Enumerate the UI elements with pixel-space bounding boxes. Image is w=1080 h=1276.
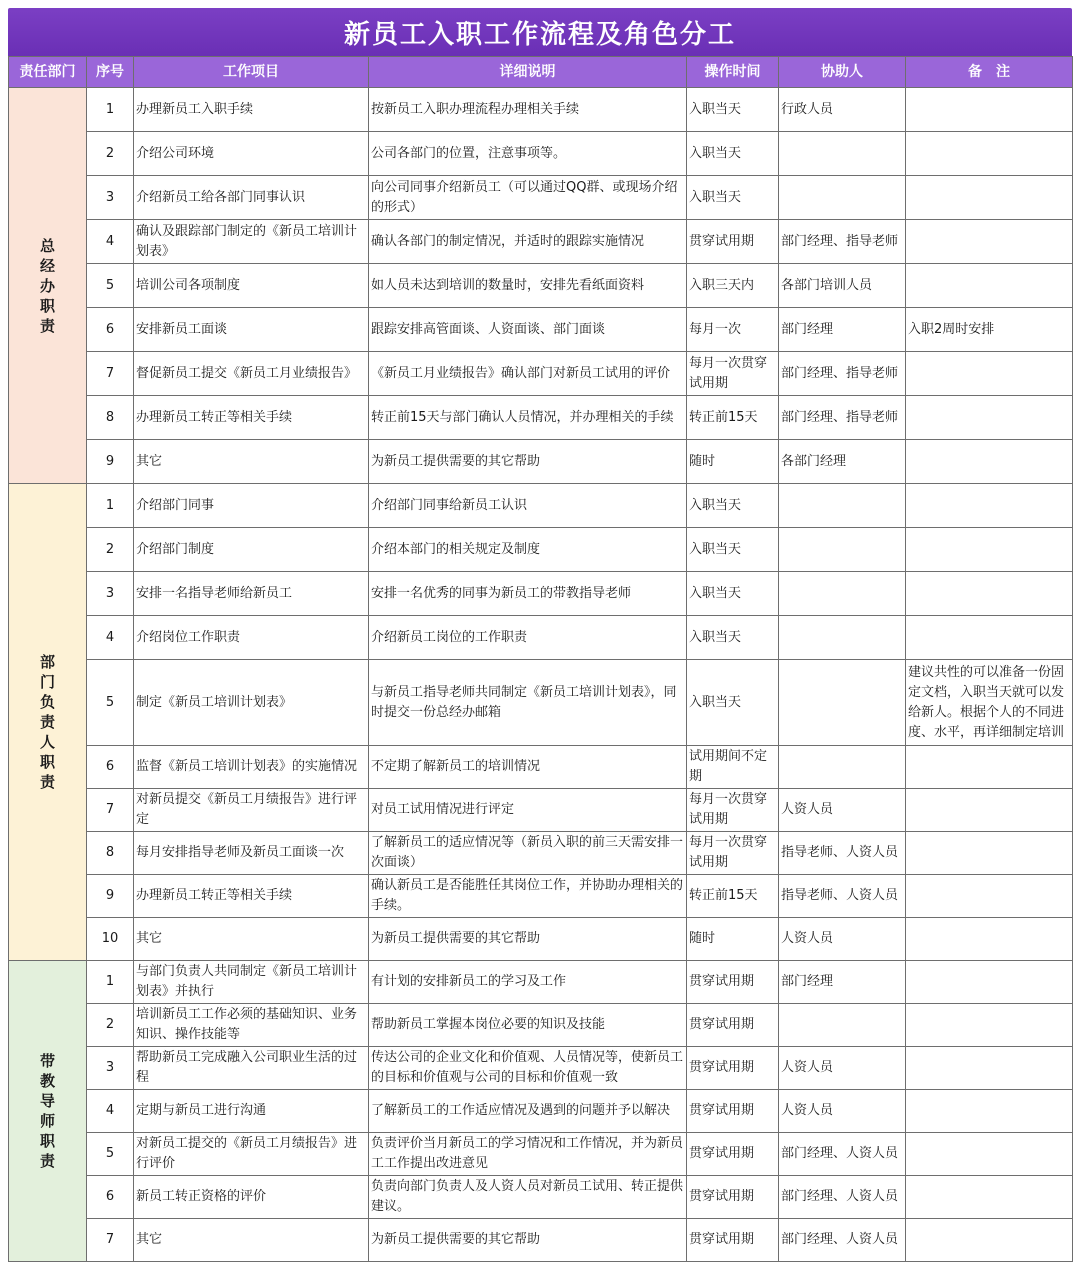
page-title: 新员工入职工作流程及角色分工 [8,8,1072,56]
row-note [906,1133,1073,1176]
row-note [906,220,1073,264]
row-detail: 为新员工提供需要的其它帮助 [369,1219,687,1262]
row-item: 介绍岗位工作职责 [134,616,369,660]
row-number: 5 [87,1133,134,1176]
row-time: 入职三天内 [687,264,779,308]
row-number: 9 [87,875,134,918]
row-number: 6 [87,1176,134,1219]
row-item: 监督《新员工培训计划表》的实施情况 [134,746,369,789]
row-number: 7 [87,789,134,832]
row-number: 9 [87,440,134,484]
row-helper [779,660,906,746]
row-note [906,1176,1073,1219]
row-time: 随时 [687,440,779,484]
row-helper [779,1004,906,1047]
row-time: 转正前15天 [687,396,779,440]
row-number: 2 [87,1004,134,1047]
row-note [906,396,1073,440]
row-detail: 转正前15天与部门确认人员情况，并办理相关的手续 [369,396,687,440]
row-note [906,1219,1073,1262]
table-row [9,1047,1073,1090]
row-time: 贯穿试用期 [687,1219,779,1262]
row-number: 2 [87,528,134,572]
row-item: 定期与新员工进行沟通 [134,1090,369,1133]
row-item: 介绍新员工给各部门同事认识 [134,176,369,220]
row-helper [779,176,906,220]
row-note [906,132,1073,176]
row-number: 5 [87,264,134,308]
row-number: 1 [87,961,134,1004]
row-helper: 各部门培训人员 [779,264,906,308]
row-detail: 传达公司的企业文化和价值观、人员情况等，使新员工的目标和价值观与公司的目标和价值观一致 [369,1047,687,1090]
row-item: 培训公司各项制度 [134,264,369,308]
row-number: 4 [87,220,134,264]
row-note [906,746,1073,789]
row-note [906,616,1073,660]
row-time: 贯穿试用期 [687,1133,779,1176]
row-number: 3 [87,176,134,220]
row-detail: 与新员工指导老师共同制定《新员工培训计划表》，同时提交一份总经办邮箱 [369,660,687,746]
row-item: 介绍部门同事 [134,484,369,528]
workflow-table [8,56,1073,1262]
header-detail: 详细说明 [369,57,687,88]
table-row [9,746,1073,789]
table-row [9,616,1073,660]
row-note [906,832,1073,875]
table-row [9,88,1073,132]
row-detail: 负责评价当月新员工的学习情况和工作情况，并为新员工工作提出改进意见 [369,1133,687,1176]
header-dept: 责任部门 [9,57,87,88]
table-row [9,352,1073,396]
row-item: 介绍公司环境 [134,132,369,176]
row-note [906,264,1073,308]
header-time: 操作时间 [687,57,779,88]
row-helper [779,528,906,572]
row-number: 8 [87,832,134,875]
table-row [9,440,1073,484]
row-note: 入职2周时安排 [906,308,1073,352]
header-note: 备 注 [906,57,1073,88]
header-item: 工作项目 [134,57,369,88]
row-note [906,528,1073,572]
table-row [9,1133,1073,1176]
row-item: 介绍部门制度 [134,528,369,572]
table-row [9,918,1073,961]
row-note [906,440,1073,484]
row-number: 7 [87,1219,134,1262]
row-item: 办理新员工转正等相关手续 [134,875,369,918]
row-number: 1 [87,88,134,132]
table-row [9,176,1073,220]
table-row [9,484,1073,528]
row-time: 入职当天 [687,616,779,660]
table-row [9,1219,1073,1262]
table-row [9,789,1073,832]
row-detail: 了解新员工的适应情况等（新员入职的前三天需安排一次面谈） [369,832,687,875]
table-row [9,220,1073,264]
row-detail: 介绍本部门的相关规定及制度 [369,528,687,572]
row-detail: 不定期了解新员工的培训情况 [369,746,687,789]
header-helper: 协助人 [779,57,906,88]
row-helper: 部门经理 [779,308,906,352]
workflow-sheet [8,8,1072,1262]
row-item: 安排新员工面谈 [134,308,369,352]
row-time: 转正前15天 [687,875,779,918]
section-dept-label: 带教导师职责 [39,1052,55,1170]
row-time: 贯穿试用期 [687,961,779,1004]
row-time: 贯穿试用期 [687,1047,779,1090]
row-item: 安排一名指导老师给新员工 [134,572,369,616]
table-row [9,660,1073,746]
section-dept-cell [9,88,87,484]
row-detail: 公司各部门的位置，注意事项等。 [369,132,687,176]
section-dept-cell [9,484,87,961]
row-detail: 介绍新员工岗位的工作职责 [369,616,687,660]
row-time: 入职当天 [687,132,779,176]
row-number: 1 [87,484,134,528]
row-detail: 介绍部门同事给新员工认识 [369,484,687,528]
row-time: 贯穿试用期 [687,1090,779,1133]
row-item: 办理新员工转正等相关手续 [134,396,369,440]
row-note [906,352,1073,396]
row-time: 入职当天 [687,176,779,220]
row-helper: 部门经理、人资人员 [779,1133,906,1176]
row-note [906,1090,1073,1133]
row-number: 7 [87,352,134,396]
row-number: 4 [87,1090,134,1133]
row-note [906,789,1073,832]
row-time: 随时 [687,918,779,961]
row-item: 对新员工提交的《新员工月绩报告》进行评价 [134,1133,369,1176]
row-detail: 如人员未达到培训的数量时，安排先看纸面资料 [369,264,687,308]
table-header-row [9,57,1073,88]
row-time: 贯穿试用期 [687,1004,779,1047]
table-row [9,572,1073,616]
row-item: 帮助新员工完成融入公司职业生活的过程 [134,1047,369,1090]
row-helper: 人资人员 [779,918,906,961]
row-helper: 部门经理、人资人员 [779,1219,906,1262]
row-detail: 了解新员工的工作适应情况及遇到的问题并予以解决 [369,1090,687,1133]
section-dept-label: 总经办职责 [39,236,55,335]
table-row [9,1004,1073,1047]
table-row [9,1176,1073,1219]
row-helper: 指导老师、人资人员 [779,832,906,875]
row-item: 办理新员工入职手续 [134,88,369,132]
row-detail: 安排一名优秀的同事为新员工的带教指导老师 [369,572,687,616]
row-detail: 为新员工提供需要的其它帮助 [369,440,687,484]
row-note [906,918,1073,961]
row-helper: 部门经理、人资人员 [779,1176,906,1219]
row-time: 入职当天 [687,484,779,528]
row-time: 入职当天 [687,660,779,746]
table-row [9,832,1073,875]
row-item: 每月安排指导老师及新员工面谈一次 [134,832,369,875]
section-dept-cell [9,961,87,1262]
table-row [9,528,1073,572]
row-helper: 部门经理 [779,961,906,1004]
row-item: 与部门负责人共同制定《新员工培训计划表》并执行 [134,961,369,1004]
row-number: 3 [87,1047,134,1090]
row-detail: 向公司同事介绍新员工（可以通过QQ群、或现场介绍的形式） [369,176,687,220]
table-row [9,961,1073,1004]
row-helper: 部门经理、指导老师 [779,396,906,440]
row-note [906,484,1073,528]
row-number: 8 [87,396,134,440]
row-note [906,961,1073,1004]
row-time: 入职当天 [687,572,779,616]
row-helper: 人资人员 [779,1090,906,1133]
table-row [9,308,1073,352]
row-number: 3 [87,572,134,616]
row-item: 其它 [134,1219,369,1262]
row-detail: 对员工试用情况进行评定 [369,789,687,832]
row-helper: 人资人员 [779,1047,906,1090]
row-helper [779,572,906,616]
row-detail: 有计划的安排新员工的学习及工作 [369,961,687,1004]
table-row [9,264,1073,308]
row-item: 培训新员工工作必须的基础知识、业务知识、操作技能等 [134,1004,369,1047]
row-number: 5 [87,660,134,746]
row-helper: 人资人员 [779,789,906,832]
row-detail: 跟踪安排高管面谈、人资面谈、部门面谈 [369,308,687,352]
header-no: 序号 [87,57,134,88]
row-helper: 行政人员 [779,88,906,132]
row-helper: 各部门经理 [779,440,906,484]
row-note: 建议共性的可以准备一份固定文档，入职当天就可以发给新人。根据个人的不同进度、水平，再详细制定培训 [906,660,1073,746]
row-time: 入职当天 [687,528,779,572]
row-item: 新员工转正资格的评价 [134,1176,369,1219]
row-time: 每月一次贯穿试用期 [687,352,779,396]
row-detail: 负责向部门负责人及人资人员对新员工试用、转正提供建议。 [369,1176,687,1219]
row-item: 其它 [134,440,369,484]
row-number: 6 [87,746,134,789]
row-note [906,88,1073,132]
row-time: 每月一次贯穿试用期 [687,832,779,875]
row-note [906,1047,1073,1090]
row-time: 贯穿试用期 [687,1176,779,1219]
row-helper [779,132,906,176]
row-time: 试用期间不定期 [687,746,779,789]
row-number: 2 [87,132,134,176]
row-detail: 为新员工提供需要的其它帮助 [369,918,687,961]
row-time: 贯穿试用期 [687,220,779,264]
row-detail: 确认各部门的制定情况，并适时的跟踪实施情况 [369,220,687,264]
table-body [9,88,1073,1262]
row-note [906,875,1073,918]
row-number: 6 [87,308,134,352]
row-note [906,1004,1073,1047]
row-time: 每月一次贯穿试用期 [687,789,779,832]
row-helper [779,746,906,789]
row-detail: 帮助新员工掌握本岗位必要的知识及技能 [369,1004,687,1047]
row-item: 督促新员工提交《新员工月业绩报告》 [134,352,369,396]
table-row [9,1090,1073,1133]
row-note [906,176,1073,220]
row-number: 4 [87,616,134,660]
row-detail: 确认新员工是否能胜任其岗位工作，并协助办理相关的手续。 [369,875,687,918]
row-item: 其它 [134,918,369,961]
row-note [906,572,1073,616]
row-helper: 部门经理、指导老师 [779,352,906,396]
row-detail: 《新员工月业绩报告》确认部门对新员工试用的评价 [369,352,687,396]
row-helper: 部门经理、指导老师 [779,220,906,264]
row-item: 对新员提交《新员工月绩报告》进行评定 [134,789,369,832]
row-helper [779,616,906,660]
row-helper [779,484,906,528]
row-time: 每月一次 [687,308,779,352]
table-row [9,875,1073,918]
table-row [9,396,1073,440]
row-time: 入职当天 [687,88,779,132]
row-item: 确认及跟踪部门制定的《新员工培训计划表》 [134,220,369,264]
section-dept-label: 部门负责人职责 [39,653,55,791]
table-row [9,132,1073,176]
row-helper: 指导老师、人资人员 [779,875,906,918]
row-number: 10 [87,918,134,961]
row-detail: 按新员工入职办理流程办理相关手续 [369,88,687,132]
row-item: 制定《新员工培训计划表》 [134,660,369,746]
